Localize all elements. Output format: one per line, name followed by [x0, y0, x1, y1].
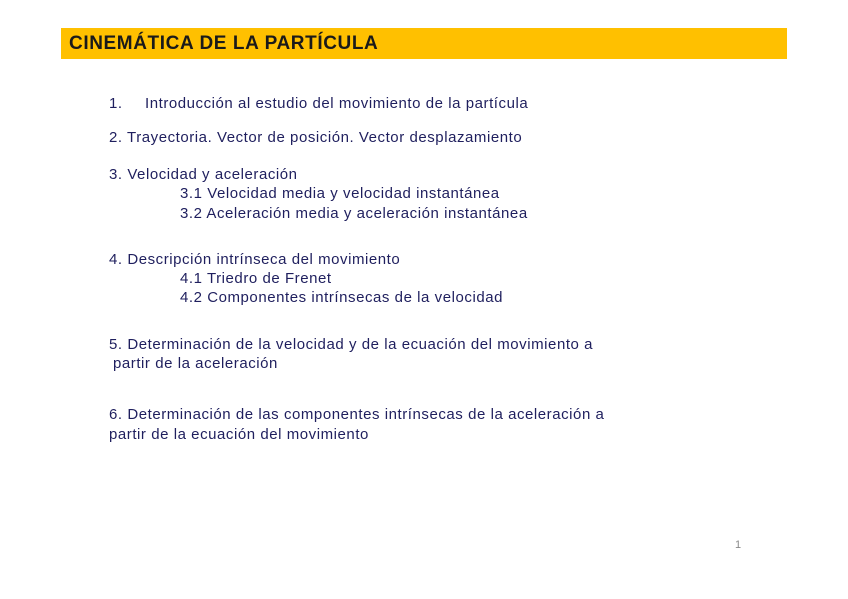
- item-4-text: 4. Descripción intrínseca del movimiento: [109, 251, 401, 268]
- item-3-2-text: 3.2 Aceleración media y aceleración instantánea: [180, 205, 528, 222]
- page-number: 1: [735, 539, 742, 551]
- item-6-line-1: 6. Determinación de las componentes intrínsecas de la aceleración a: [109, 406, 605, 423]
- item-6-line-2: partir de la ecuación del movimiento: [109, 426, 369, 443]
- item-1-text: Introducción al estudio del movimiento de la partícula: [145, 95, 529, 112]
- item-2-text: 2. Trayectoria. Vector de posición. Vector desplazamiento: [109, 129, 523, 146]
- item-5-line-1: 5. Determinación de la velocidad y de la ecuación del movimiento a: [109, 336, 594, 353]
- item-3-1-text: 3.1 Velocidad media y velocidad instantánea: [180, 185, 500, 202]
- item-4-1-text: 4.1 Triedro de Frenet: [180, 270, 332, 287]
- item-3-text: 3. Velocidad y aceleración: [109, 166, 298, 183]
- title-bar: [61, 28, 787, 59]
- item-5-line-2: partir de la aceleración: [113, 355, 278, 372]
- slide-title: CINEMÁTICA DE LA PARTÍCULA: [69, 33, 379, 54]
- item-1-number: 1.: [109, 95, 123, 112]
- item-4-2-text: 4.2 Componentes intrínsecas de la velocidad: [180, 289, 503, 306]
